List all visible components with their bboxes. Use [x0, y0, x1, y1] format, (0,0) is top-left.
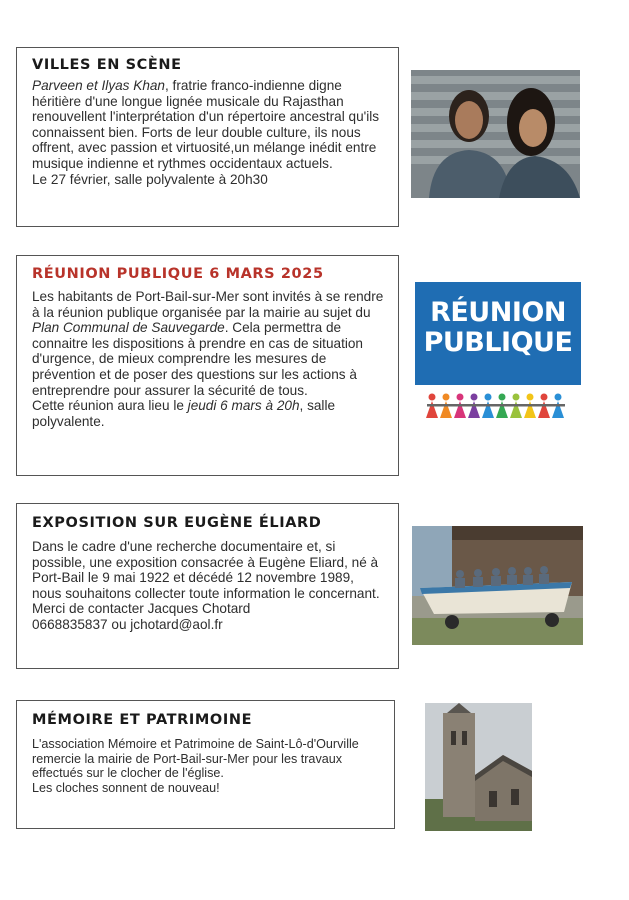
article-body: Dans le cadre d'une recherche documentaire et, si possible, une exposition consacrée à Eugène Eliard, né à Port-Bail le 9 mai 1922 et décédé 12 novembre 1989, nous souhaitons collecter toute information le concernant. — [32, 539, 380, 601]
article-body: L'association Mémoire et Patrimoine de Saint-Lô-d'Ourville remercie la mairie de Port-Bail-sur-Mer pour les travaux effectués sur le clocher de l'église. — [32, 737, 359, 781]
article-title: VILLES EN SCÈNE — [32, 57, 182, 73]
article-reunion-publique — [16, 255, 399, 476]
badge-banner — [415, 282, 581, 385]
plan-name: Plan Communal de Sauvegarde — [32, 320, 225, 336]
article-exposition-eliard — [16, 503, 399, 669]
event-date: Le 27 février, salle polyvalente à 20h30 — [32, 171, 268, 187]
badge-line-1: RÉUNION — [430, 297, 566, 328]
meeting-info-text: Cette réunion aura lieu le — [32, 398, 188, 414]
meeting-date: jeudi 6 mars à 20h — [187, 398, 300, 414]
article-title: RÉUNION PUBLIQUE 6 MARS 2025 — [32, 266, 324, 282]
contact-name: Merci de contacter Jacques Chotard — [32, 601, 251, 617]
article-body — [32, 78, 386, 172]
contact-details: 0668835837 ou jchotard@aol.fr — [32, 616, 223, 632]
meeting-info — [32, 398, 386, 429]
church-tower-photo — [425, 703, 532, 831]
article-title: MÉMOIRE ET PATRIMOINE — [32, 712, 253, 728]
article-body-text: , fratrie franco-indienne digne héritière d'une longue lignée musicale du Rajasthan renouvellent l'interprétation d'un répertoire ancestral qu'ils connaissent bien. Forts de leur double culture, ils nous offrent, avec passion et virtuosité,un mélange inédit entre musique indienne et rythmes occidentaux actuels. — [32, 78, 380, 171]
musicians-photo — [411, 70, 580, 198]
article-body-text: Les habitants de Port-Bail-sur-Mer sont invités à se rendre à la réunion publique organisée par la mairie au sujet du — [32, 289, 384, 320]
reunion-publique-badge — [415, 282, 581, 422]
article-memoire-patrimoine — [16, 700, 395, 829]
article-villes-en-scene — [16, 47, 399, 227]
meeting-info-text: , salle polyvalente. — [32, 398, 336, 429]
people-chain-icon — [425, 392, 575, 423]
badge-line-2: PUBLIQUE — [423, 327, 573, 358]
article-closing: Les cloches sonnent de nouveau! — [32, 780, 220, 795]
boat-group-photo — [412, 526, 583, 645]
article-body-text: . Cela permettra de connaitre les dispositions à prendre en cas de situation d'urgence, de mieux comprendre les mesures de prévention et de poser des questions sur les actions à entreprendre pour assurer la sécurité de tous. — [32, 320, 363, 398]
artist-names: Parveen et Ilyas Khan — [32, 78, 165, 93]
article-title: EXPOSITION SUR EUGÈNE ÉLIARD — [32, 515, 322, 531]
article-body — [32, 289, 386, 398]
